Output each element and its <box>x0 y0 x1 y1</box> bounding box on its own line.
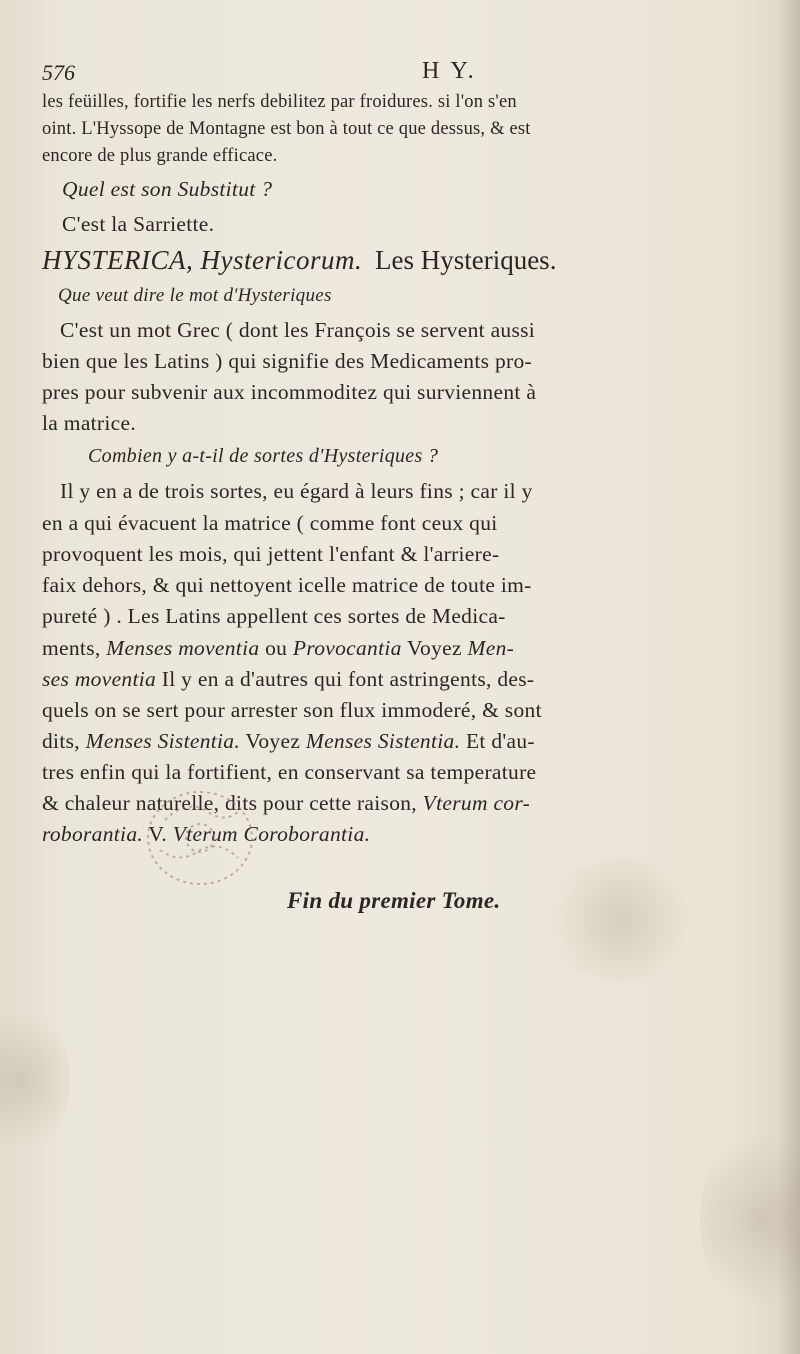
latin-term: Men- <box>467 636 515 660</box>
end-of-volume: Fin du premier Tome. <box>287 888 501 913</box>
text-line: dits, Menses Sistentia. Voyez Menses Sistentia. Et d'au- <box>42 729 535 753</box>
text-line: C'est la Sarriette. <box>62 212 215 236</box>
paper-stain <box>700 1120 800 1320</box>
text-line: roborantia. V. Vterum Coroborantia. <box>42 822 371 846</box>
latin-term: Menses Sistentia. <box>85 729 241 753</box>
text-line: les feüilles, fortifie les nerfs debilitez par froidures. si l'on s'en <box>42 92 517 112</box>
ornament-icon <box>130 780 270 900</box>
latin-term: roborantia. <box>42 822 144 846</box>
paper-stain <box>0 1000 70 1160</box>
text-line: C'est un mot Grec ( dont les François se servent aussi <box>60 318 536 342</box>
text-line: oint. L'Hyssope de Montagne est bon à tout ce que dessus, & est <box>42 119 531 139</box>
text-line: bien que les Latins ) qui signifie des Medicaments pro- <box>42 349 532 373</box>
question-heading: Combien y a-t-il de sortes d'Hysteriques ? <box>88 445 439 467</box>
section-title-french: Les Hysteriques. <box>374 245 557 275</box>
text-line: la matrice. <box>42 411 137 435</box>
text-line: ses moventia Il y en a d'autres qui font astringents, des- <box>42 667 535 691</box>
latin-term: Vterum Coroborantia. <box>172 822 371 846</box>
page-number: 576 <box>42 60 75 85</box>
text-line: pureté ) . Les Latins appellent ces sortes de Medica- <box>42 604 506 628</box>
latin-term: Menses moventia <box>106 636 260 660</box>
latin-term: Provocantia <box>292 636 402 660</box>
question-heading: Quel est son Substitut ? <box>62 177 273 201</box>
text-line: encore de plus grande efficace. <box>42 146 278 166</box>
text-line: ments, Menses moventia ou Provocantia Voyez Men- <box>42 636 515 660</box>
section-title <box>42 245 556 276</box>
paper-stain <box>540 860 700 980</box>
text-line: pres pour subvenir aux incommoditez qui surviennent à <box>42 380 537 404</box>
running-head: H Y. <box>422 58 477 84</box>
latin-term: Vterum cor- <box>422 791 531 815</box>
text-line: provoquent les mois, qui jettent l'enfant & l'arriere- <box>42 542 500 566</box>
text-line: quels on se sert pour arrester son flux immoderé, & sont <box>42 698 542 722</box>
text-line: & chaleur naturelle, dits pour cette raison, Vterum cor- <box>42 791 531 815</box>
latin-term: Menses Sistentia. <box>305 729 461 753</box>
latin-term: ses moventia <box>42 667 157 691</box>
text-line: Il y en a de trois sortes, eu égard à leurs fins ; car il y <box>60 479 533 503</box>
text-line: en a qui évacuent la matrice ( comme font ceux qui <box>42 511 498 535</box>
text-line: tres enfin qui la fortifient, en conservant sa temperature <box>42 760 537 784</box>
section-title-latin: HYSTERICA, Hystericorum. <box>42 245 363 275</box>
page-header <box>42 56 782 92</box>
text-line: faix dehors, & qui nettoyent icelle matrice de toute im- <box>42 573 532 597</box>
question-heading: Que veut dire le mot d'Hysteriques <box>58 285 332 306</box>
